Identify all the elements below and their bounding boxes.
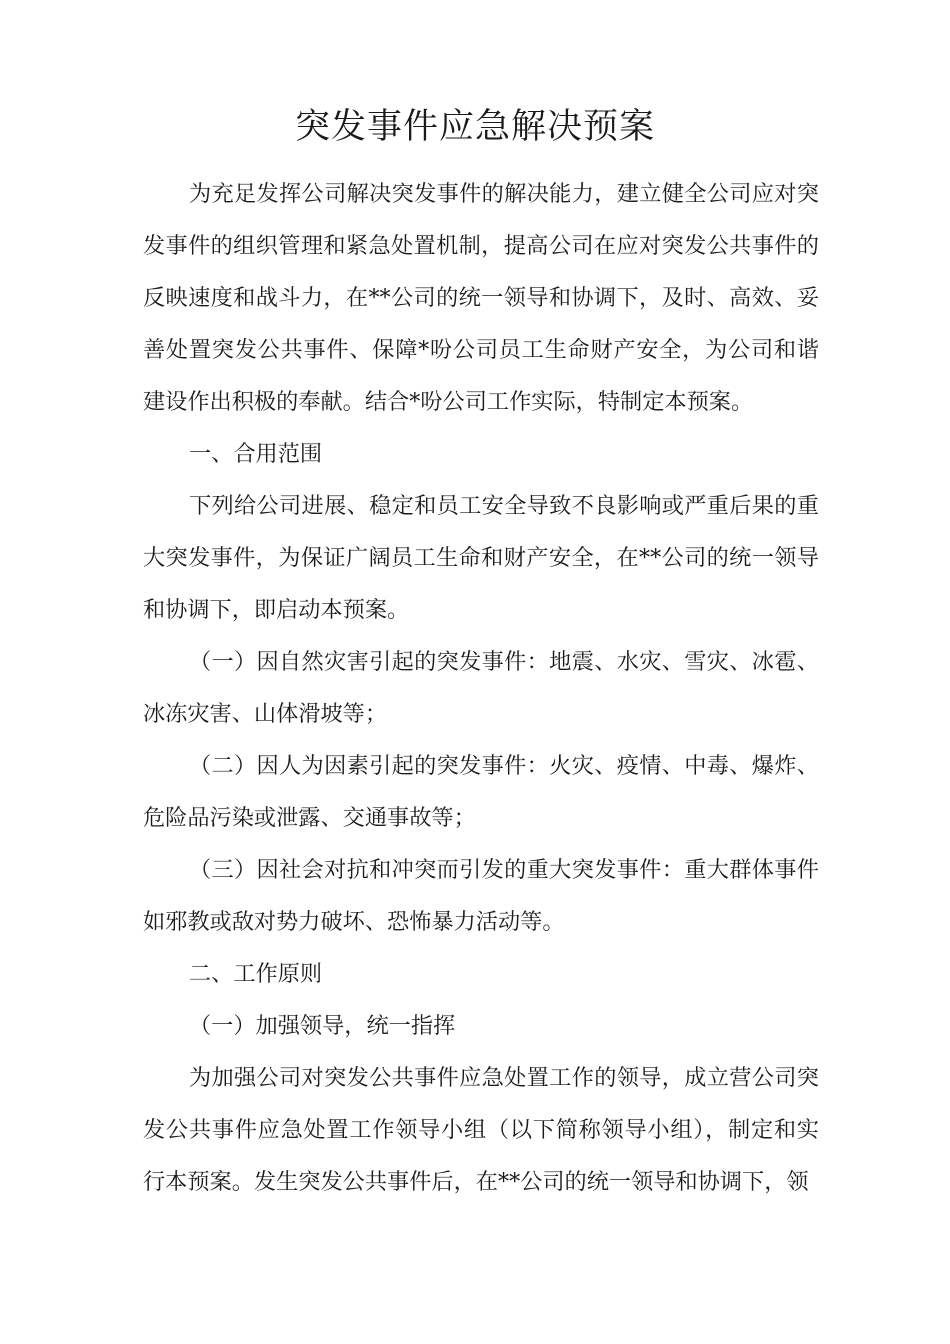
- leadership-paragraph: 为加强公司对突发公共事件应急处置工作的领导，成立营公司突发公共事件应急处置工作领导小组（以下简称领导小组），制定和实行本预案。发生突发公共事件后，在**公司的统一领导和协调下，领: [143, 1065, 819, 1195]
- section-heading-principles: 二、工作原则: [189, 961, 323, 987]
- intro-paragraph: 为充足发挥公司解决突发事件的解决能力，建立健全公司应对突发事件的组织管理和紧急处置机制，提高公司在应对突发公共事件的反映速度和战斗力，在**公司的统一领导和协调下，及时、高效、妥善处置突发公共事件、保障*吩公司员工生命财产安全，为公司和谐建设作出积极的奉献。结合*吩公司工作实际，特制定本预案。: [143, 181, 819, 415]
- scope-item-human-factors: （二）因人为因素引起的突发事件：火灾、疫情、中毒、爆炸、危险品污染或泄露、交通事故等；: [143, 753, 819, 831]
- scope-item-natural-disasters: （一）因自然灾害引起的突发事件：地震、水灾、雪灾、冰雹、冰冻灾害、山体滑坡等；: [143, 649, 819, 727]
- scope-paragraph: 下列给公司进展、稳定和员工安全导致不良影响或严重后果的重大突发事件，为保证广阔员工生命和财产安全，在**公司的统一领导和协调下，即启动本预案。: [143, 493, 819, 623]
- section-heading-scope: 一、合用范围: [189, 441, 323, 467]
- scope-item-social-conflict: （三）因社会对抗和冲突而引发的重大突发事件：重大群体事件如邪教或敌对势力破坏、恐怖暴力活动等。: [143, 857, 819, 935]
- principle-heading-leadership: （一）加强领导，统一指挥: [189, 1013, 456, 1039]
- document-body: [143, 168, 819, 1208]
- document-title: 突发事件应急解决预案: [294, 107, 655, 147]
